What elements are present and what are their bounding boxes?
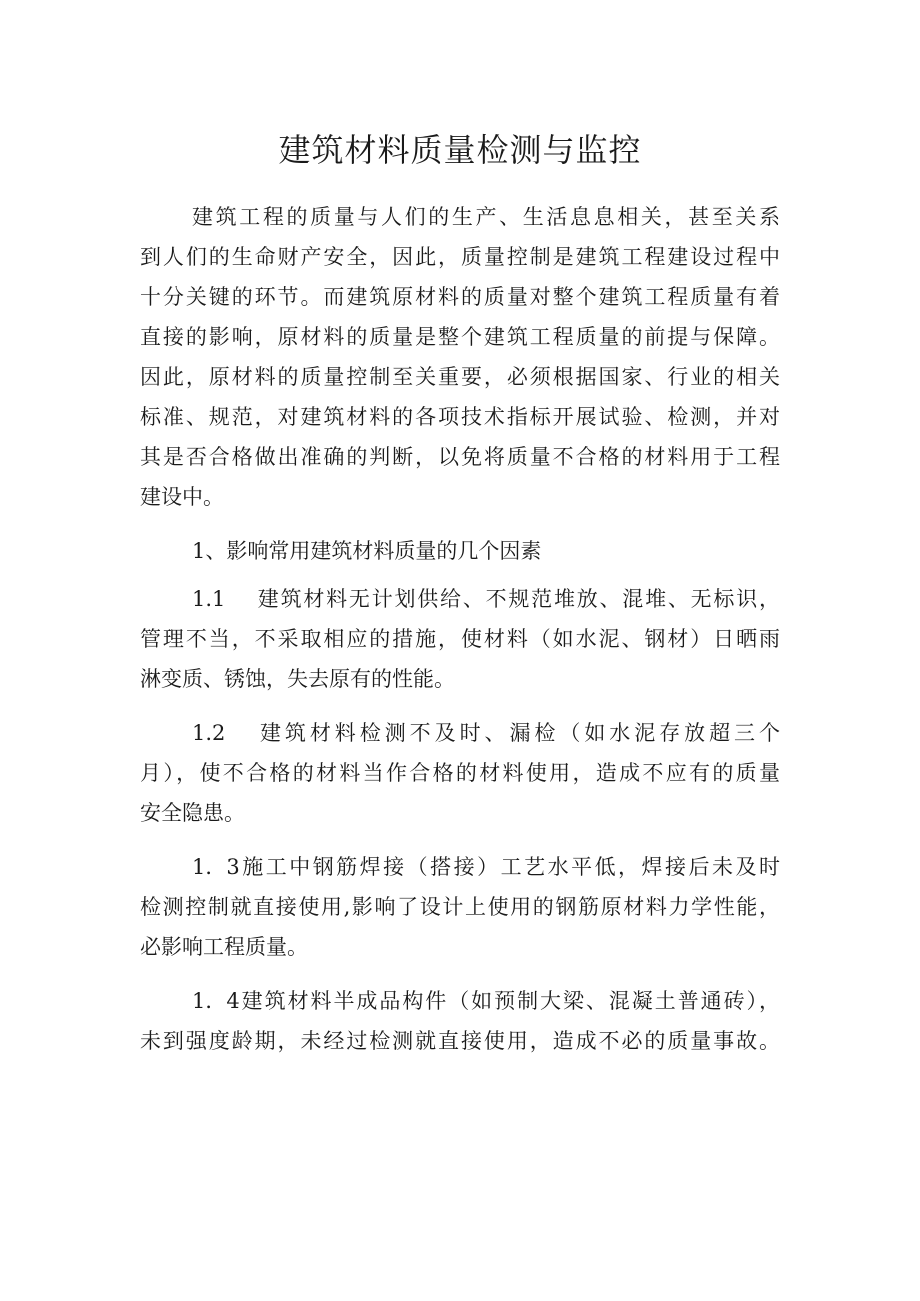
item-1-1-line-2: 管理不当，不采取相应的措施，使材料（如水泥、钢材）日晒雨: [140, 627, 780, 651]
section-heading-1: 1、影响常用建筑材料质量的几个因素: [192, 539, 542, 563]
item-1-3-line-2: 检测控制就直接使用,影响了设计上使用的钢筋原材料力学性能，: [140, 895, 780, 919]
item-1-2-line-1: [192, 716, 780, 750]
item-1-1-line-1: [192, 582, 780, 616]
item-1-2-line-3: 安全隐患。: [140, 801, 245, 825]
item-text: 施工中钢筋焊接（搭接）工艺水平低，焊接后未及时: [239, 855, 780, 879]
intro-line-6: 标准、规范，对建筑材料的各项技术指标开展试验、检测，并对: [140, 405, 780, 429]
intro-line-2: 到人们的生命财产安全，因此，质量控制是建筑工程建设过程中: [140, 245, 780, 269]
item-text: 建筑材料半成品构件（如预制大梁、混凝土普通砖），: [239, 989, 780, 1013]
intro-line-8: 建设中。: [140, 485, 224, 509]
item-1-4-line-1: [192, 984, 780, 1018]
item-text: 建筑材料无计划供给、不规范堆放、混堆、无标识，: [256, 587, 780, 611]
item-text: 建筑材料检测不及时、漏检（如水泥存放超三个: [256, 721, 780, 745]
item-number: 1．4: [192, 989, 240, 1013]
item-1-1-line-3: 淋变质、锈蚀，失去原有的性能。: [140, 667, 455, 691]
item-number: 1.1: [192, 587, 226, 611]
item-1-4-line-2: 未到强度龄期，未经过检测就直接使用，造成不必的质量事故。: [140, 1029, 780, 1053]
intro-line-5: 因此，原材料的质量控制至关重要，必须根据国家、行业的相关: [140, 365, 780, 389]
intro-line-1: 建筑工程的质量与人们的生产、生活息息相关，甚至关系: [192, 205, 780, 229]
intro-line-7: 其是否合格做出准确的判断，以免将质量不合格的材料用于工程: [140, 445, 780, 469]
intro-line-3: 十分关键的环节。而建筑原材料的质量对整个建筑工程质量有着: [140, 285, 780, 309]
item-1-2-line-2: 月），使不合格的材料当作合格的材料使用，造成不应有的质量: [140, 761, 780, 785]
intro-line-4: 直接的影响，原材料的质量是整个建筑工程质量的前提与保障。: [140, 325, 780, 349]
item-1-3-line-1: [192, 850, 780, 884]
document-title: 建筑材料质量检测与监控: [278, 131, 642, 169]
item-number: 1.2: [192, 721, 226, 745]
item-number: 1．3: [192, 855, 240, 879]
item-1-3-line-3: 必影响工程质量。: [140, 935, 308, 959]
